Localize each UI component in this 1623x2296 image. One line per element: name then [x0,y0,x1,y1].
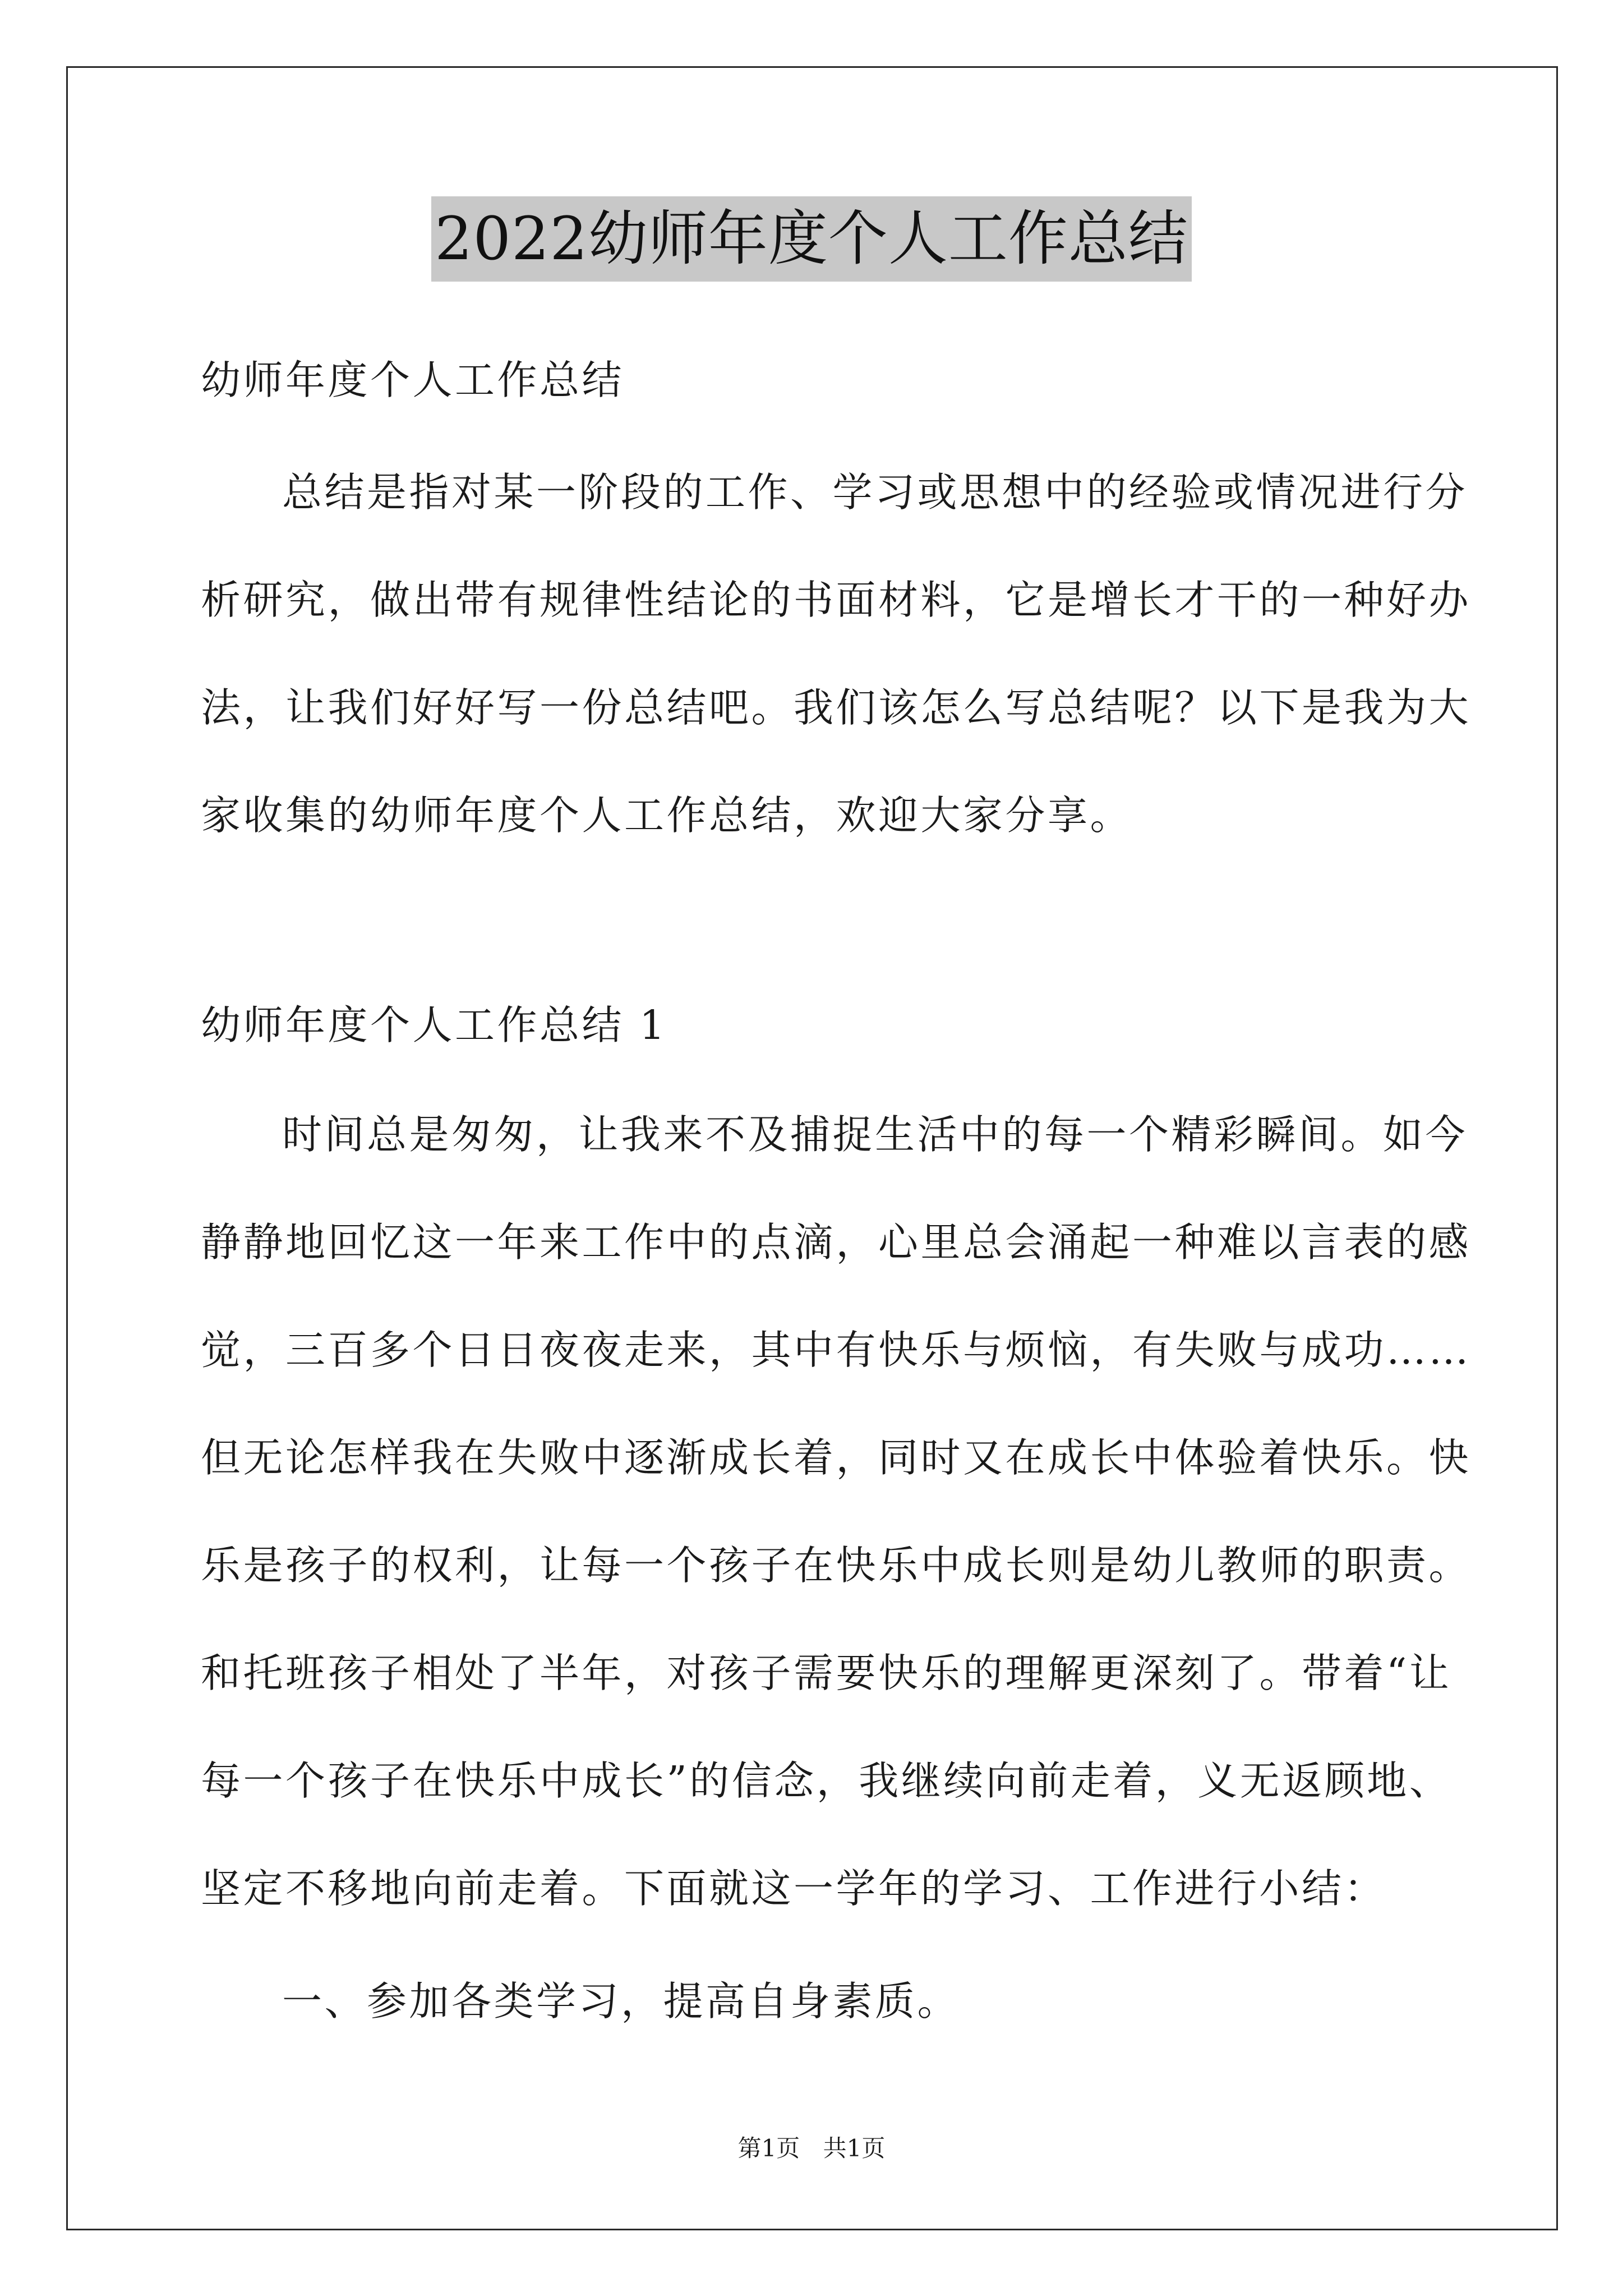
intro-paragraph-line: 法，让我们好好写一份总结吧。我们该怎么写总结呢？以下是我为大 [201,684,1472,731]
point-heading-1: 一、参加各类学习，提高自身素质。 [282,1978,960,2024]
body-paragraph-line: 和托班孩子相处了半年，对孩子需要快乐的理解更深刻了。带着“让 [201,1650,1452,1696]
body-paragraph-line: 乐是孩子的权利，让每一个孩子在快乐中成长则是幼儿教师的职责。 [201,1542,1472,1589]
page-number-total: 共1页 [823,2134,886,2162]
title-container [0,196,1623,282]
body-paragraph-line: 每一个孩子在快乐中成长”的信念，我继续向前走着，义无返顾地、 [201,1757,1452,1804]
intro-paragraph-line: 家收集的幼师年度个人工作总结，欢迎大家分享。 [201,792,1133,839]
body-paragraph-line: 觉，三百多个日日夜夜走来，其中有快乐与烦恼，有失败与成功…… [201,1327,1472,1373]
intro-paragraph-line: 总结是指对某一阶段的工作、学习或思想中的经验或情况进行分 [282,469,1468,516]
page-number-current: 第1页 [737,2134,800,2162]
body-paragraph-line: 时间总是匆匆，让我来不及捕捉生活中的每一个精彩瞬间。如今 [282,1111,1468,1158]
body-paragraph-line: 静静地回忆这一年来工作中的点滴，心里总会涌起一种难以言表的感 [201,1219,1472,1266]
body-paragraph-line: 但无论怎样我在失败中逐渐成长着，同时又在成长中体验着快乐。快 [201,1434,1472,1481]
document-title: 2022幼师年度个人工作总结 [431,196,1192,282]
intro-paragraph-line: 析研究，做出带有规律性结论的书面材料，它是增长才干的一种好办 [201,577,1472,623]
page-footer [0,2132,1623,2165]
subheading-1: 幼师年度个人工作总结 1 [201,1002,667,1048]
section-heading: 幼师年度个人工作总结 [201,357,625,403]
body-paragraph-line: 坚定不移地向前走着。下面就这一学年的学习、工作进行小结： [201,1865,1387,1912]
